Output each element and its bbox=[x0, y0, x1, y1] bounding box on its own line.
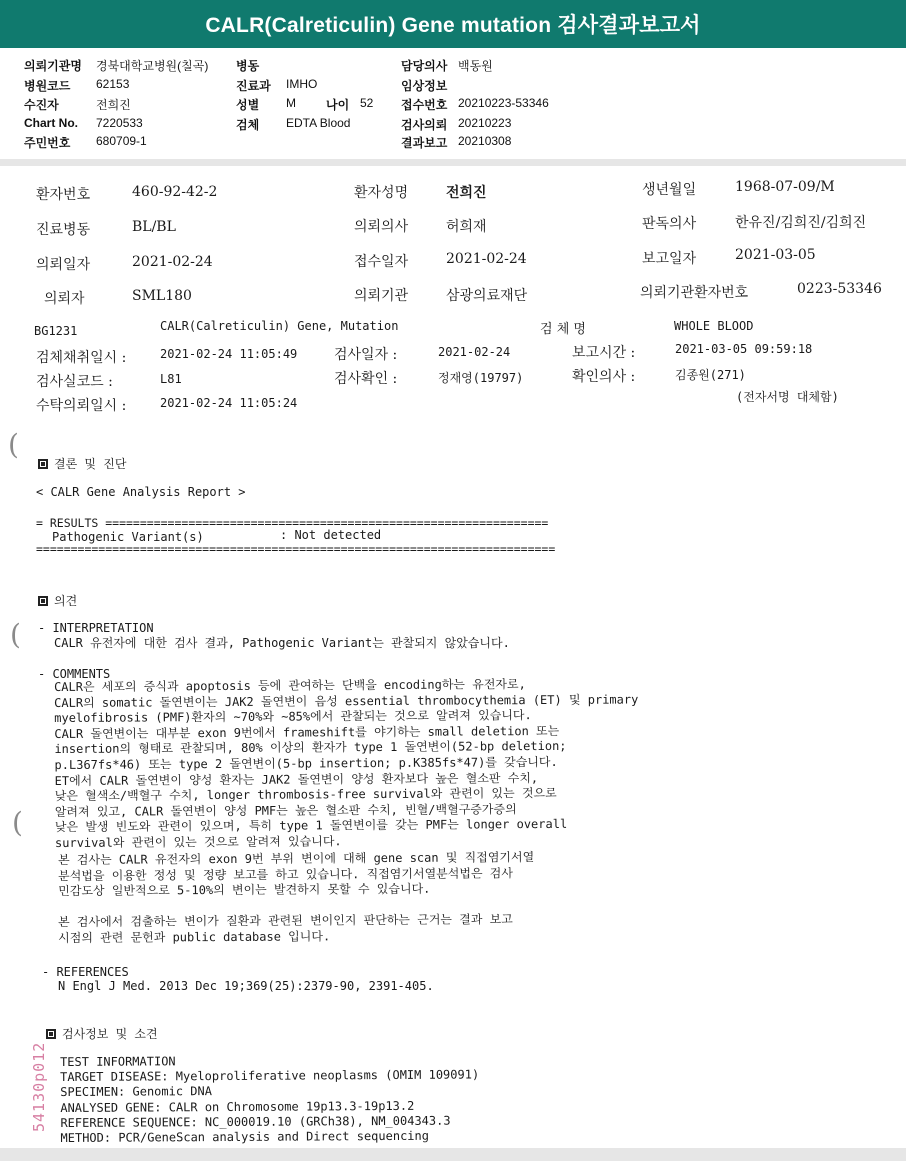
method-line: 민감도상 일반적으로 5-10%의 변이는 발견하지 못할 수 있습니다. bbox=[58, 881, 431, 899]
comment-line: CALR은 세포의 증식과 apoptosis 등에 관여하는 단백을 encoding하는 유전자로, bbox=[54, 677, 526, 694]
pb-r1-label3: 생년월일 bbox=[642, 182, 697, 198]
specimen-label: 검체 bbox=[236, 118, 260, 132]
comment-line: 낮은 혈색소/백혈구 수치, longer thrombosis-free survival와 관련이 있는 것으로 bbox=[54, 786, 557, 804]
results-rule: = RESULTS ================================================================ bbox=[36, 516, 549, 530]
chart-value: 7220533 bbox=[96, 116, 143, 130]
pb-r3-value2: 2021-02-24 bbox=[446, 251, 527, 267]
dept-value: IMHO bbox=[286, 77, 318, 91]
references-text: N Engl J Med. 2013 Dec 19;369(25):2379-90, 2391-405. bbox=[58, 979, 434, 993]
confirm-label: 검사확인 : bbox=[334, 371, 398, 387]
references-heading: - REFERENCES bbox=[42, 965, 129, 979]
age-label: 나이 bbox=[326, 98, 350, 112]
esign-note: (전자서명 대체함) bbox=[736, 390, 839, 404]
dept-label: 진료과 bbox=[236, 79, 271, 93]
variant-value: : Not detected bbox=[280, 528, 382, 542]
method-line: 본 검사는 CALR 유전자의 exon 9번 부위 변이에 대해 gene scan 및 직접염기서열 bbox=[58, 850, 535, 867]
test-info-line: METHOD: PCR/GeneScan analysis and Direct sequencing bbox=[60, 1128, 430, 1146]
sex-label: 성별 bbox=[236, 98, 260, 112]
pb-r3-label3: 보고일자 bbox=[642, 251, 697, 267]
report-title-bar bbox=[0, 0, 906, 48]
accession-value: 20210223-53346 bbox=[458, 96, 549, 110]
pb-r3-label2: 접수일자 bbox=[354, 254, 409, 270]
specimen-name-value: WHOLE BLOOD bbox=[674, 319, 754, 333]
scan-mark: ( bbox=[8, 428, 19, 461]
room-label: 검사실코드 : bbox=[36, 374, 113, 390]
doctor-value: 백동원 bbox=[458, 59, 493, 73]
confirm-doc-label: 확인의사 : bbox=[572, 369, 636, 385]
test-info-heading: 검사정보 및 소견 bbox=[62, 1027, 158, 1041]
pb-r2-value1: BL/BL bbox=[132, 219, 176, 235]
report-time-value: 2021-03-05 09:59:18 bbox=[675, 342, 813, 356]
comment-line: survival와 관련이 있는 것으로 알려져 있습니다. bbox=[54, 834, 342, 850]
bottom-strip bbox=[0, 1148, 906, 1161]
pb-r2-value2: 허희재 bbox=[446, 219, 487, 235]
report-date-label: 결과보고 bbox=[401, 136, 448, 150]
test-info-line: TEST INFORMATION bbox=[60, 1054, 176, 1069]
basis-paragraph bbox=[58, 912, 513, 946]
opinion-heading: 의견 bbox=[54, 594, 78, 608]
test-info-line: TARGET DISEASE: Myeloproliferative neoplasms (OMIM 109091) bbox=[60, 1067, 480, 1085]
specimen-stamp: 54130p012 bbox=[30, 1041, 48, 1132]
basis-line: 시점의 관련 문헌과 public database 입니다. bbox=[58, 928, 331, 945]
conclusion-heading: 결론 및 진단 bbox=[54, 457, 127, 471]
test-info-line: REFERENCE SEQUENCE: NC_000019.10 (GRCh38), NM_004343.3 bbox=[60, 1113, 451, 1130]
code-value: 62153 bbox=[96, 77, 130, 91]
chart-label: Chart No. bbox=[24, 116, 78, 130]
room-value: L81 bbox=[160, 372, 182, 386]
specimen-value: EDTA Blood bbox=[286, 116, 351, 130]
pb-r2-label2: 의뢰의사 bbox=[354, 219, 409, 235]
comment-line: CALR 돌연변이는 대부분 exon 9번에서 frameshift를 야기하는 small deletion 또는 bbox=[54, 723, 560, 741]
test-info-body bbox=[60, 1052, 480, 1146]
pb-r4-value2: 삼광의료재단 bbox=[446, 288, 528, 304]
accession-label: 접수번호 bbox=[401, 98, 448, 112]
variant-label: Pathogenic Variant(s) bbox=[52, 530, 204, 544]
pb-r3-value1: 2021-02-24 bbox=[132, 254, 213, 270]
pb-r2-label3: 판독의사 bbox=[642, 216, 697, 232]
doctor-label: 담당의사 bbox=[401, 59, 448, 73]
sex-value: M bbox=[286, 96, 296, 110]
comment-line: myelofibrosis (PMF)환자의 ~70%와 ~85%에서 관찰되는 것으로 알려져 있습니다. bbox=[54, 708, 532, 726]
test-date-label: 검사일자 : bbox=[334, 347, 398, 363]
hospital-value: 경북대학교병원(칠곡) bbox=[96, 59, 209, 73]
report-subtitle: < CALR Gene Analysis Report > bbox=[36, 485, 246, 499]
test-code: BG1231 bbox=[34, 324, 78, 338]
method-paragraph bbox=[58, 850, 534, 900]
pb-r3-value3: 2021-03-05 bbox=[735, 247, 816, 263]
hospital-label: 의뢰기관명 bbox=[24, 59, 82, 73]
consign-label: 수탁의뢰일시 : bbox=[36, 398, 127, 414]
pb-r2-label1: 진료병동 bbox=[36, 222, 91, 238]
interp-text: CALR 유전자에 대한 검사 결과, Pathogenic Variant는 관찰되지 않았습니다. bbox=[54, 636, 510, 650]
comment-line: 알려져 있고, CALR 돌연변이 양성 PMF는 높은 혈소판 수치, 빈혈/백혈구증가증의 bbox=[54, 801, 517, 819]
collect-label: 검체채취일시 : bbox=[36, 350, 127, 366]
confirm-doc-value: 김종원(271) bbox=[675, 368, 746, 382]
test-date-value: 2021-02-24 bbox=[438, 345, 511, 359]
pb-r1-label2: 환자성명 bbox=[354, 185, 409, 201]
method-line: 분석법을 이용한 정성 및 정량 보고를 하고 있습니다. 직접염기서열분석법은 검사 bbox=[58, 865, 513, 883]
rrn-value: 680709-1 bbox=[96, 134, 147, 148]
specimen-name-label: 검 체 명 bbox=[540, 322, 586, 337]
pb-r4-label1: 의뢰자 bbox=[44, 291, 85, 307]
confirm-value: 정재영(19797) bbox=[438, 371, 524, 385]
interp-heading: - INTERPRETATION bbox=[38, 621, 154, 635]
consign-value: 2021-02-24 11:05:24 bbox=[160, 396, 298, 410]
pb-r1-value1: 460-92-42-2 bbox=[132, 184, 218, 200]
section-box-icon bbox=[38, 459, 48, 469]
scan-mark: ( bbox=[12, 806, 23, 839]
comment-line: ET에서 CALR 돌연변이 양성 환자는 JAK2 돌연변이 양성 환자보다 높은 혈소판 수치, bbox=[54, 770, 539, 788]
request-date-label: 검사의뢰 bbox=[401, 118, 448, 132]
request-info-panel bbox=[0, 48, 906, 159]
age-value: 52 bbox=[360, 96, 374, 110]
pb-r2-value3: 한유진/김희진/김희진 bbox=[735, 215, 867, 231]
comments-heading: - COMMENTS bbox=[38, 667, 111, 681]
patient-value: 전희진 bbox=[96, 98, 131, 112]
pb-r4-value1: SML180 bbox=[132, 288, 192, 304]
section-box-icon bbox=[38, 596, 48, 606]
comment-line: CALR의 somatic 돌연변이는 JAK2 돌연변이 음성 essential thrombocythemia (ET) 및 primary bbox=[54, 692, 639, 710]
test-name: CALR(Calreticulin) Gene, Mutation bbox=[160, 319, 399, 333]
comment-line: insertion의 형태로 관찰되며, 80% 이상의 환자가 type 1 돌연변이(52-bp deletion; bbox=[54, 739, 567, 757]
test-info-heading-row bbox=[46, 1025, 158, 1042]
report-time-label: 보고시간 : bbox=[572, 345, 636, 361]
test-info-line: SPECIMEN: Genomic DNA bbox=[60, 1084, 212, 1100]
report-title: CALR(Calreticulin) Gene mutation 검사결과보고서 bbox=[205, 14, 701, 37]
code-label: 병원코드 bbox=[24, 79, 71, 93]
scanned-report bbox=[0, 166, 906, 1161]
comment-line: p.L367fs*46) 또는 type 2 돌연변이(5-bp insertion; p.K385fs*47)를 갖습니다. bbox=[54, 754, 558, 772]
collect-value: 2021-02-24 11:05:49 bbox=[160, 347, 298, 361]
pb-r1-label1: 환자번호 bbox=[36, 187, 91, 203]
ward-label: 병동 bbox=[236, 59, 260, 73]
pb-r3-label1: 의뢰일자 bbox=[36, 257, 91, 273]
section-divider bbox=[0, 159, 906, 166]
scan-mark: ( bbox=[10, 618, 21, 651]
pb-r1-value2: 전희진 bbox=[446, 185, 487, 201]
rrn-label: 주민번호 bbox=[24, 136, 71, 150]
opinion-heading-row bbox=[38, 592, 77, 609]
comment-line: 낮은 발생 빈도와 관련이 있으며, 특히 type 1 돌연변이를 갖는 PMF는 longer overall bbox=[54, 817, 568, 835]
pb-r1-value3: 1968-07-09/M bbox=[735, 179, 835, 195]
comments-body bbox=[54, 676, 639, 851]
results-end-rule: =========================================================================== bbox=[36, 542, 556, 556]
pb-r4-label3: 의뢰기관환자번호 bbox=[640, 285, 749, 301]
conclusion-heading-row bbox=[38, 455, 126, 472]
basis-line: 본 검사에서 검출하는 변이가 질환과 관련된 변이인지 판단하는 근거는 결과 보고 bbox=[58, 912, 513, 929]
clinical-label: 임상정보 bbox=[401, 79, 448, 93]
pb-r4-label2: 의뢰기관 bbox=[354, 288, 409, 304]
patient-label: 수진자 bbox=[24, 98, 59, 112]
request-date-value: 20210223 bbox=[458, 116, 512, 130]
test-info-line: ANALYSED GENE: CALR on Chromosome 19p13.3-19p13.2 bbox=[60, 1098, 415, 1115]
pb-r4-value3: 0223-53346 bbox=[797, 281, 882, 297]
report-date-value: 20210308 bbox=[458, 134, 512, 148]
